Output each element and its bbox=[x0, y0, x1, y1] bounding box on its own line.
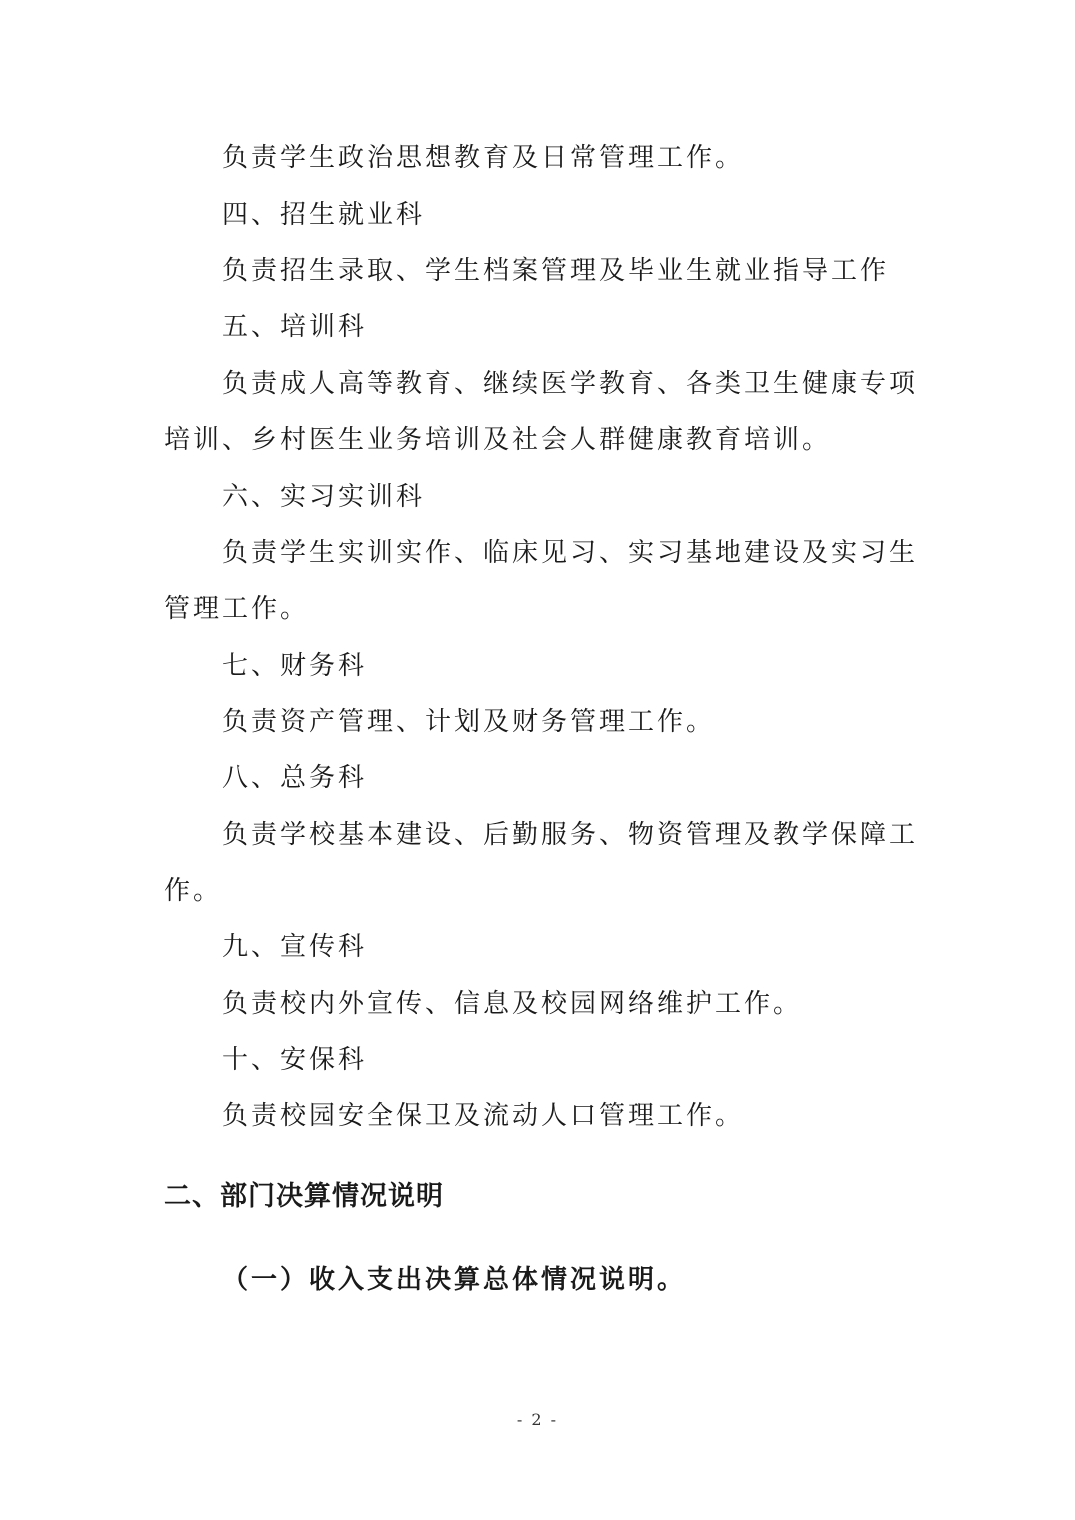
section-heading: 二、部门决算情况说明 bbox=[164, 1181, 444, 1212]
duty-text-finance: 负责资产管理、计划及财务管理工作。 bbox=[222, 707, 716, 737]
dept-heading-publicity: 九、宣传科 bbox=[222, 932, 368, 962]
duty-text-student-affairs: 负责学生政治思想教育及日常管理工作。 bbox=[222, 143, 745, 173]
dept-heading-general-affairs: 八、总务科 bbox=[222, 763, 368, 793]
duty-text-internship-cont: 管理工作。 bbox=[164, 594, 310, 624]
duty-text-publicity: 负责校内外宣传、信息及校园网络维护工作。 bbox=[222, 989, 803, 1019]
duty-text-security: 负责校园安全保卫及流动人口管理工作。 bbox=[222, 1101, 745, 1131]
dept-heading-finance: 七、财务科 bbox=[222, 651, 368, 681]
dept-heading-security: 十、安保科 bbox=[222, 1045, 368, 1075]
dept-heading-admissions: 四、招生就业科 bbox=[222, 200, 426, 230]
dept-heading-internship: 六、实习实训科 bbox=[222, 482, 426, 512]
page-number: - 2 - bbox=[516, 1410, 559, 1429]
duty-text-internship: 负责学生实训实作、临床见习、实习基地建设及实习生 bbox=[222, 538, 919, 568]
duty-text-general-affairs: 负责学校基本建设、后勤服务、物资管理及教学保障工 bbox=[222, 820, 919, 850]
duty-text-general-affairs-cont: 作。 bbox=[164, 876, 223, 906]
duty-text-training: 负责成人高等教育、继续医学教育、各类卫生健康专项 bbox=[222, 369, 919, 399]
duty-text-admissions: 负责招生录取、学生档案管理及毕业生就业指导工作 bbox=[222, 256, 890, 286]
sub-heading: （一）收入支出决算总体情况说明。 bbox=[222, 1265, 687, 1295]
dept-heading-training: 五、培训科 bbox=[222, 312, 368, 342]
duty-text-training-cont: 培训、乡村医生业务培训及社会人群健康教育培训。 bbox=[164, 425, 832, 455]
